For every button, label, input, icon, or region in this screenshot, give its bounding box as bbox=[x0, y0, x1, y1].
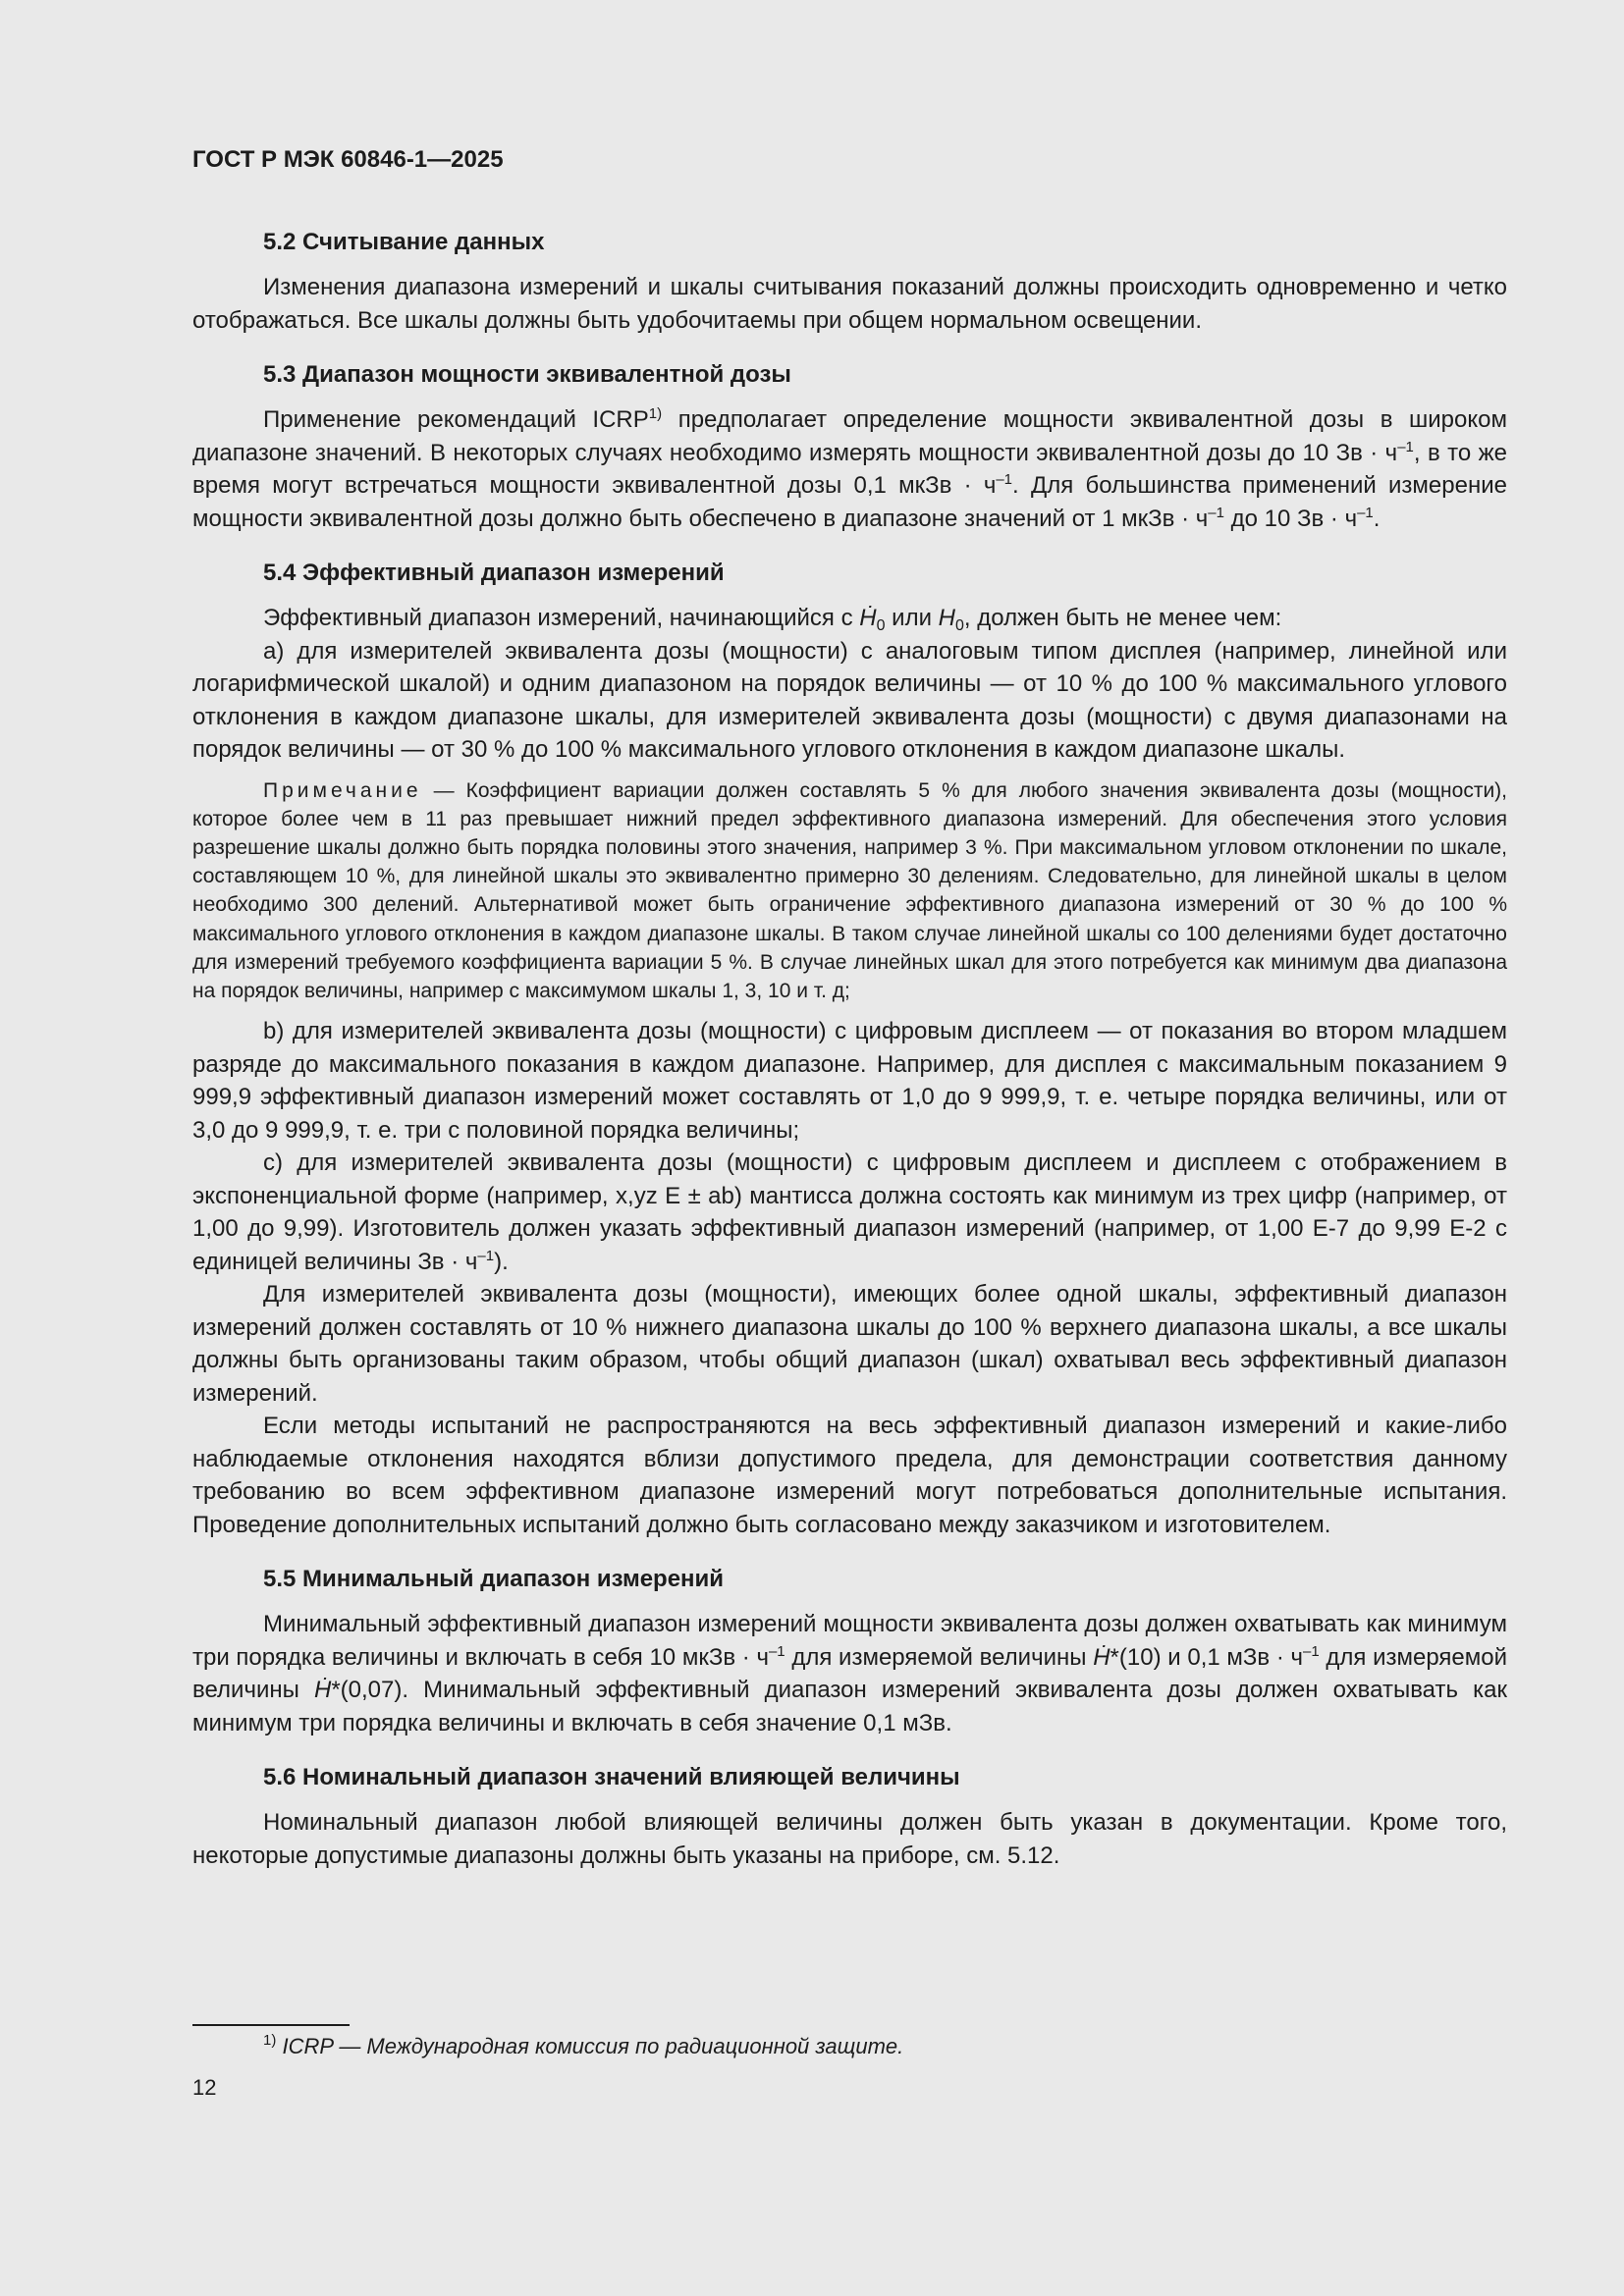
paragraph: Изменения диапазона измерений и шкалы считывания показаний должны происходить одновременно и четко отображаться. Все шкалы должны быть удобочитаемы при общем нормальном освещении. bbox=[192, 274, 1507, 334]
paragraph: Применение рекомендаций ICRP$^{1)}$ предполагает определение мощности эквивалентной дозы в широком диапазоне значений. В некоторых случаях необходимо измерять мощности эквивалентной дозы до 10 Зв · $ч^{-1}$, в то же время могут встречаться мощности эквивалентной дозы 0,1 мкЗв · $ч^{-1}$. Для большинства применений измерение мощности эквивалентной дозы должно быть обеспечено в диапазоне значений от 1 мкЗв · $ч^{-1}$ до 10 Зв · $ч^{-1}$. bbox=[192, 405, 1507, 532]
paragraph: Номинальный диапазон любой влияющей величины должен быть указан в документации. Кроме того, некоторые допустимые диапазоны должны быть указаны на приборе, см. 5.12. bbox=[192, 1809, 1507, 1869]
page-content bbox=[192, 145, 1507, 1872]
note: Примечание — Коэффициент вариации должен составлять 5 % для любого значения эквивалента дозы (мощности), которое более чем в 11 раз превышает нижний предел эффективного диапазона измерений. Для обеспечения этого условия разрешение шкалы должно быть порядка половины этого значения, например 3 %. При максимальном угловом отклонении по шкале, составляющем 10 %, для линейной шкалы это эквивалентно примерно 30 делениям. Следовательно, для линейной шкалы в целом необходимо 300 делений. Альтернативой может быть ограничение эффективного диапазона измерений от 30 % до 100 % максимального углового отклонения в каждом диапазоне шкалы. В таком случае линейной шкалы со 100 делениями будет достаточно для измерений требуемого коэффициента вариации 5 %. В случае линейных шкал для этого потребуется как минимум два диапазона на порядок величины, например с максимумом шкалы 1, 3, 10 и т. д; bbox=[192, 778, 1507, 1002]
paragraph: Для измерителей эквивалента дозы (мощности), имеющих более одной шкалы, эффективный диапазон измерений должен составлять от 10 % нижнего диапазона шкалы до 100 % верхнего диапазона шкалы, а все шкалы должны быть организованы таким образом, чтобы общий диапазон (шкал) охватывал весь эффективный диапазон измерений. bbox=[192, 1281, 1507, 1407]
section-heading-5-4: 5.4 Эффективный диапазон измерений bbox=[263, 560, 725, 586]
section-heading-5-6: 5.6 Номинальный диапазон значений влияющей величины bbox=[263, 1764, 960, 1791]
paragraph: Эффективный диапазон измерений, начинающийся с Ḣ$_0$ или $H_0$, должен быть не менее чем: bbox=[263, 605, 1282, 634]
footnote-divider bbox=[192, 2024, 350, 2026]
note-label: Примечание bbox=[263, 778, 422, 802]
list-item-c: c) для измерителей эквивалента дозы (мощности) с цифровым дисплеем и дисплеем с отображением в экспоненциальной форме (например, x,yz E ± ab) мантисса должна состоять как минимум из трех цифр (например, от 1,00 до 9,99). Изготовитель должен указать эффективный диапазон измерений (например, от 1,00 E-7 до 9,99 E-2 с единицей величины Зв · $ч^{-1}$). bbox=[192, 1149, 1507, 1275]
paragraph: Минимальный эффективный диапазон измерений мощности эквивалента дозы должен охватывать как минимум три порядка величины и включать в себя 10 мкЗв · $ч^{-1}$ для измеряемой величины Ḣ*(10) и 0,1 мЗв · $ч^{-1}$ для измеряемой величины Ḣ*(0,07). Минимальный эффективный диапазон измерений эквивалента дозы должен охватывать как минимум три порядка величины и включать в себя значение 0,1 мЗв. bbox=[192, 1611, 1508, 1736]
section-heading-5-5: 5.5 Минимальный диапазон измерений bbox=[263, 1566, 725, 1593]
footnote: $^{1)}$ ICRP — Международная комиссия по радиационной защите. bbox=[263, 2032, 904, 2058]
footnote-ref: 1) bbox=[648, 405, 663, 422]
page-number: 12 bbox=[192, 2075, 217, 2100]
footnote-mark: 1) bbox=[263, 2032, 277, 2049]
list-item-b: b) для измерителей эквивалента дозы (мощности) с цифровым дисплеем — от показания во втором младшем разряде до максимального показания в каждом диапазоне. Например, для дисплея с максимальным показанием 9 999,9 эффективный диапазон измерений может составлять от 1,0 до 9 999,9, т. е. четыре порядка величины, или от 3,0 до 9 999,9, т. е. три с половиной порядка величины; bbox=[192, 1018, 1507, 1144]
document-header: ГОСТ Р МЭК 60846-1—2025 bbox=[192, 146, 504, 173]
list-item-a: a) для измерителей эквивалента дозы (мощности) с аналоговым типом дисплея (например, линейной или логарифмической шкалой) и одним диапазоном на порядок величины — от 10 % до 100 % максимального углового отклонения в каждом диапазоне шкалы, для измерителей эквивалента дозы (мощности) с двумя диапазонами на порядок величины — от 30 % до 100 % максимального углового отклонения в каждом диапазоне шкалы. bbox=[192, 637, 1507, 763]
section-heading-5-3: 5.3 Диапазон мощности эквивалентной дозы bbox=[263, 361, 791, 388]
paragraph: Если методы испытаний не распространяются на весь эффективный диапазон измерений и какие-либо наблюдаемые отклонения находятся вблизи допустимого предела, для демонстрации соответствия данному требованию во всем эффективном диапазоне измерений могут потребоваться дополнительные испытания. Проведение дополнительных испытаний должно быть согласовано между заказчиком и изготовителем. bbox=[192, 1413, 1507, 1538]
section-heading-5-2: 5.2 Считывание данных bbox=[263, 229, 545, 255]
